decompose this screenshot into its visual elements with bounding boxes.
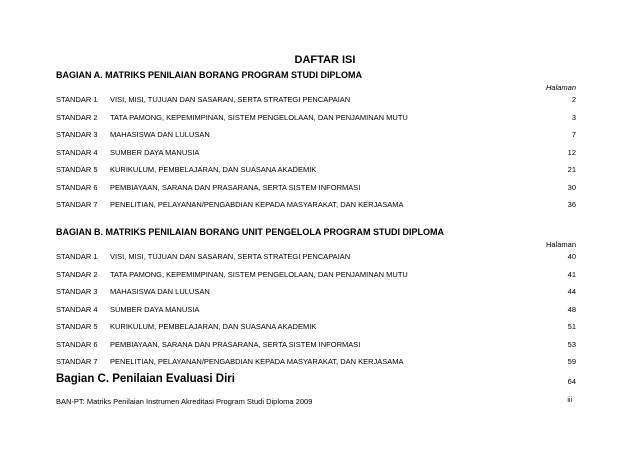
toc-description: TATA PAMONG, KEPEMIMPINAN, SISTEM PENGELOLAAN, DAN PENJAMINAN MUTU [110,269,408,279]
toc-row [0,95,638,109]
toc-description: MAHASISWA DAN LULUSAN [110,130,210,139]
toc-standard-label: STANDAR 6 [56,339,98,349]
section-c-heading: Bagian C. Penilaian Evaluasi Diri [56,373,235,385]
toc-description: PENELITIAN, PELAYANAN/PENGABDIAN KEPADA MASYARAKAT, DAN KERJASAMA [110,357,404,366]
toc-row [0,130,638,144]
section-b-heading: BAGIAN B. MATRIKS PENILAIAN BORANG UNIT PENGELOLA PROGRAM STUDI DIPLOMA [56,227,444,237]
toc-description: KURIKULUM, PEMBELAJARAN, DAN SUASANA AKADEMIK [110,165,317,174]
toc-page-number: 3 [571,112,576,122]
toc-page-number: 59 [567,357,576,366]
toc-row [0,252,638,266]
toc-standard-label: STANDAR 2 [56,269,98,279]
toc-standard-label: STANDAR 5 [56,322,98,331]
toc-row [0,200,638,214]
toc-page-number: 44 [567,287,576,296]
section-b-halaman-label: Halaman [545,240,576,249]
toc-standard-label: STANDAR 6 [56,182,98,192]
footer-text: BAN-PT: Matriks Penilaian Instrumen Akreditasi Program Studi Diploma 2009 [56,397,313,406]
toc-standard-label: STANDAR 5 [56,165,98,174]
toc-description: TATA PAMONG, KEPEMIMPINAN, SISTEM PENGELOLAAN, DAN PENJAMINAN MUTU [110,112,408,122]
toc-row [0,357,638,371]
toc-description: KURIKULUM, PEMBELAJARAN, DAN SUASANA AKADEMIK [110,322,317,331]
toc-page-number: 40 [567,252,576,261]
toc-row [0,305,638,319]
toc-page-number: 21 [567,165,576,174]
toc-row [0,287,638,301]
toc-page-number: 36 [567,200,576,209]
toc-description: SUMBER DAYA MANUSIA [110,147,200,157]
toc-description: PEMBIAYAAN, SARANA DAN PRASARANA, SERTA SISTEM INFORMASI [110,339,361,349]
toc-row [0,270,638,284]
toc-page-number: 51 [567,322,576,331]
page-title: DAFTAR ISI [294,54,356,66]
toc-page-number: 30 [567,182,576,192]
toc-row [0,183,638,197]
toc-page-number: 12 [567,147,576,157]
toc-description: MAHASISWA DAN LULUSAN [110,287,210,296]
section-c-page-number: 64 [567,377,576,386]
toc-description: SUMBER DAYA MANUSIA [110,304,200,314]
footer-page-number: iii [567,397,572,404]
section-a-heading: BAGIAN A. MATRIKS PENILAIAN BORANG PROGRAM STUDI DIPLOMA [56,70,362,80]
toc-row [0,113,638,127]
toc-standard-label: STANDAR 7 [56,200,98,209]
toc-standard-label: STANDAR 3 [56,130,98,139]
toc-standard-label: STANDAR 3 [56,287,98,296]
toc-row [0,165,638,179]
toc-page-number: 2 [571,95,576,104]
toc-standard-label: STANDAR 4 [56,304,98,314]
toc-page-number: 48 [567,304,576,314]
toc-description: PEMBIAYAAN, SARANA DAN PRASARANA, SERTA SISTEM INFORMASI [110,182,361,192]
toc-standard-label: STANDAR 1 [56,95,98,104]
toc-page-number: 53 [567,339,576,349]
toc-standard-label: STANDAR 1 [56,252,98,261]
section-a-halaman-label: Halaman [545,83,576,92]
toc-description: VISI, MISI, TUJUAN DAN SASARAN, SERTA STRATEGI PENCAPAIAN [110,95,351,104]
toc-standard-label: STANDAR 7 [56,357,98,366]
toc-standard-label: STANDAR 4 [56,147,98,157]
toc-description: PENELITIAN, PELAYANAN/PENGABDIAN KEPADA MASYARAKAT, DAN KERJASAMA [110,200,404,209]
toc-description: VISI, MISI, TUJUAN DAN SASARAN, SERTA STRATEGI PENCAPAIAN [110,252,351,261]
toc-row [0,148,638,162]
toc-row [0,322,638,336]
toc-page-number: 41 [567,269,576,279]
toc-standard-label: STANDAR 2 [56,112,98,122]
toc-page-number: 7 [571,130,576,139]
toc-row [0,340,638,354]
